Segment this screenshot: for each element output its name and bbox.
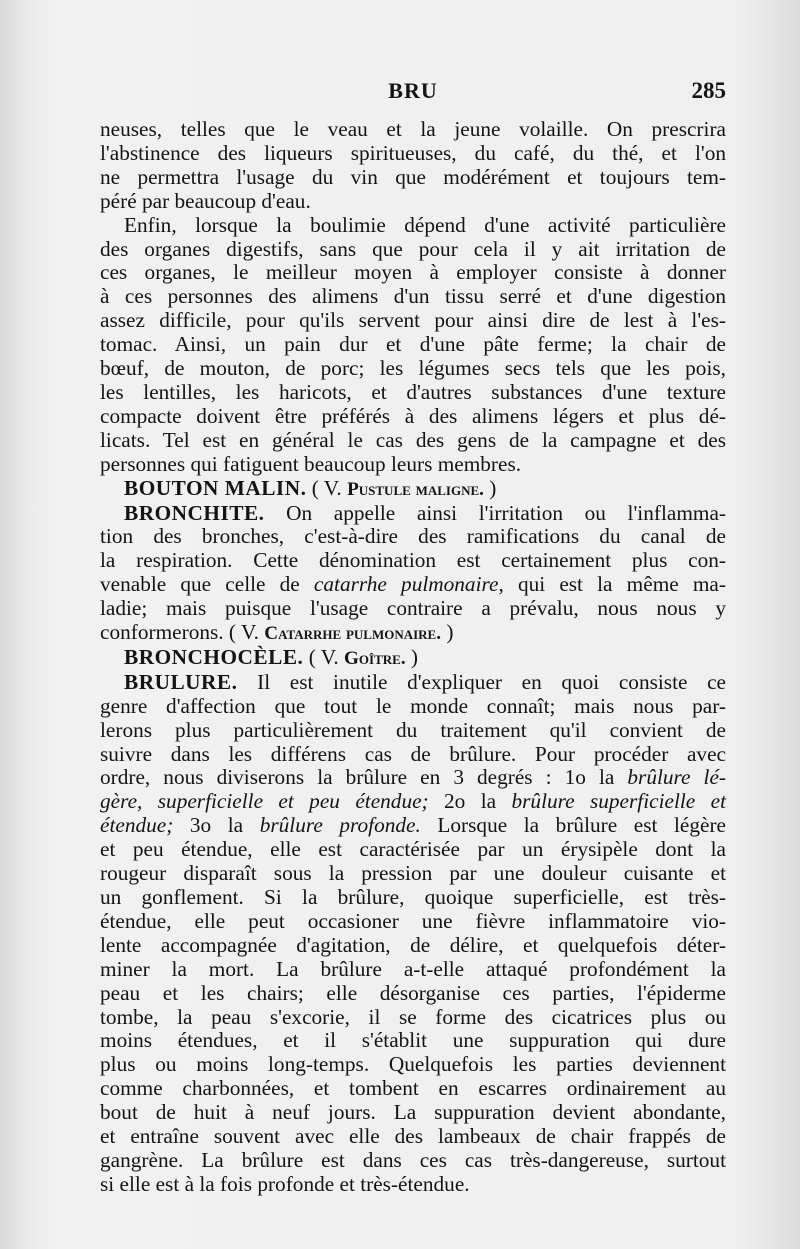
entry-bronchite [100,502,726,646]
entry-text: Lorsque la brûlure est légère [420,813,727,838]
text-line: moins étendues, et il s'établit une suppuration qui dure [100,1028,726,1053]
text-line [100,814,726,838]
text-line: péré par beaucoup d'eau. [100,188,311,213]
italic-term: étendue; [100,813,174,838]
text-line: ne permettra l'usage du vin que modérément et toujours tem- [100,164,726,189]
cross-ref-target: Pustule maligne. [347,478,484,500]
text-line [100,477,726,502]
text-line [100,766,726,790]
cross-ref-target: Goître. [344,647,406,669]
text-line: personnes qui fatiguent beaucoup leurs membres. [100,451,522,476]
text-line: gangrène. La brûlure est dans ces cas très-dangereuse, surtout [100,1147,726,1172]
headword: BRULURE. [124,669,238,694]
italic-term: brûlure lé- [627,765,727,790]
text-line: l'abstinence des liqueurs spiritueuses, du café, du thé, et l'on [100,140,726,165]
cross-ref-close: ) [441,620,454,645]
entry-text: On appelle ainsi l'irritation ou l'inflamma- [264,500,726,525]
text-line [100,573,726,597]
running-head: BRU [388,78,438,103]
cross-ref-close: ) [405,644,419,669]
entry-text: 2o la [428,789,512,814]
text-line: si elle est à la fois profonde et très-étendue. [100,1171,470,1196]
text-line: lente accompagnée d'agitation, de délire, et quelquefois déter- [100,932,726,957]
paragraph-continuation [100,118,726,214]
text-line: ladie; mais puisque l'usage contraire a prévalu, nous nous y [100,596,726,621]
body-text [100,118,726,1197]
text-line [100,646,726,671]
text-line: Enfin, lorsque la boulimie dépend d'une activité particulière [124,212,726,237]
text-line [100,671,726,695]
text-line: suivre dans les différens cas de brûlure. Pour procéder avec [100,741,726,766]
text-line: des organes digestifs, sans que pour cela il y ait irritation de [100,236,726,261]
text-line [100,621,726,646]
text-line: comme charbonnées, et tombent en escarres ordinairement au [100,1076,726,1101]
italic-term: gère, superficielle et peu étendue; [100,789,429,814]
text-line: rougeur disparaît sous la pression par une douleur cuisante et [100,861,726,886]
paragraph-boulimie [100,214,726,477]
headword: BRONCHITE. [124,500,265,525]
italic-term: brûlure profonde. [259,813,421,838]
page-number: 285 [691,78,726,103]
text-line: compacte doivent être préférés à des alimens légers et plus dé- [100,403,726,428]
text-line: tomac. Ainsi, un pain dur et d'une pâte ferme; la chair de [100,332,726,357]
text-line: à ces personnes des alimens d'un tissu serré et d'une digestion [100,284,726,309]
cross-ref-close: ) [483,475,497,500]
entry-text: , qui est la même ma- [498,572,726,597]
entry-text: 3o la [173,813,260,838]
text-line: miner la mort. La brûlure a-t-elle attaqué profondément la [100,956,726,981]
page-header [100,78,726,110]
text-line: tion des bronches, c'est-à-dire des ramifications du canal de [100,524,726,549]
text-line: lerons plus particulièrement du traitement qu'il convient de [100,717,726,742]
text-line: un gonflement. Si la brûlure, quoique superficielle, est très- [100,885,726,909]
text-line: peau et les chairs; elle désorganise ces parties, l'épiderme [100,980,726,1005]
headword: BRONCHOCÈLE. [124,644,304,669]
text-line: et peu étendue, elle est caractérisée par un érysipèle dont la [100,837,726,862]
text-line: la respiration. Cette dénomination est certainement plus con- [100,548,726,573]
italic-term: brûlure superficielle et [511,789,727,814]
text-line: tombe, la peau s'excorie, il se forme des cicatrices plus ou [100,1004,726,1029]
entry-text: venable que celle de [100,572,314,597]
text-line: genre d'affection que tout le monde connaît; mais nous par- [100,693,726,718]
entry-text: ordre, nous diviserons la brûlure en 3 degrés : 1o la [100,765,628,790]
entry-brulure [100,671,726,1197]
text-line: neuses, telles que le veau et la jeune volaille. On prescrira [100,117,726,141]
italic-term: catarrhe pulmonaire [313,572,499,597]
text-line: licats. Tel est en général le cas des gens de la campagne et des [100,427,726,452]
text-line: bœuf, de mouton, de porc; les légumes secs tels que les pois, [100,356,726,381]
text-line: et entraîne souvent avec elle des lambeaux de chair frappés de [100,1124,726,1149]
text-line: assez difficile, pour qu'ils servent pour ainsi dire de lest à l'es- [100,308,726,333]
text-line: étendue, elle peut occasioner une fièvre inflammatoire vio- [100,908,726,933]
text-line: plus ou moins long-temps. Quelquefois les parties deviennent [100,1052,726,1077]
entry-bronchocele [100,646,726,671]
entry-text: Il est inutile d'expliquer en quoi consiste ce [237,669,726,694]
cross-ref-open: ( V. [306,475,348,500]
entry-bouton-malin [100,477,726,502]
text-line: les lentilles, les haricots, et d'autres substances d'une texture [100,379,726,404]
text-line: bout de huit à neuf jours. La suppuration devient abondante, [100,1100,726,1125]
text-line [100,790,726,814]
entry-text: conformerons. ( V. [100,620,265,645]
text-line: ces organes, le meilleur moyen à employer consiste à donner [100,260,726,285]
text-line [100,502,726,526]
cross-ref-open: ( V. [303,644,345,669]
cross-ref-target: Catarrhe pulmonaire. [264,623,442,645]
headword: BOUTON MALIN. [124,475,307,500]
